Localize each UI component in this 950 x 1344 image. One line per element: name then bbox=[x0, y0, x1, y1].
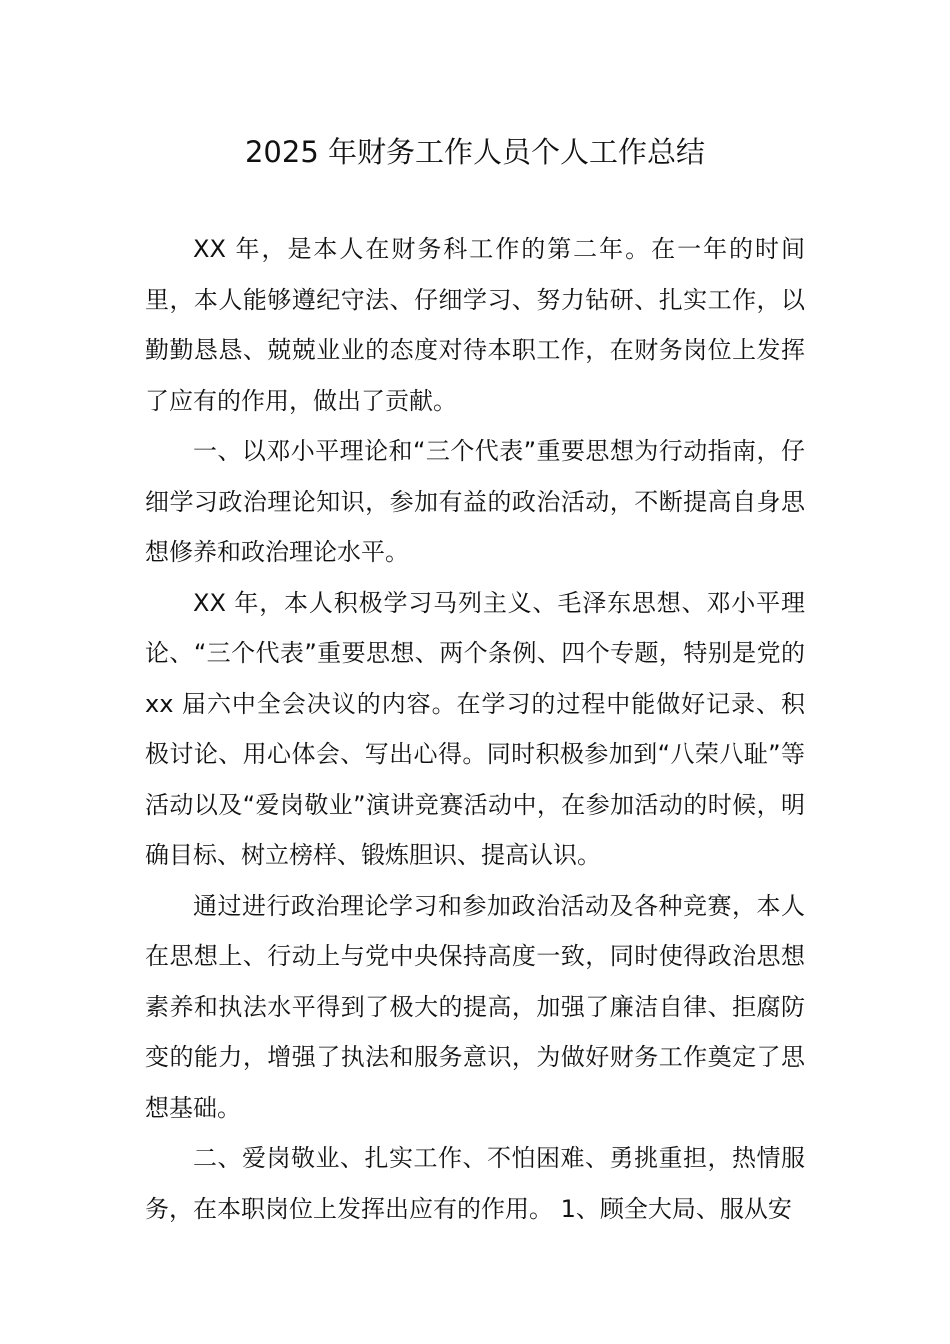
paragraph-section-2-heading: 二、爱岗敬业、扎实工作、不怕困难、勇挑重担，热情服务，在本职岗位上发挥出应有的作用。 1、顾全大局、服从安 bbox=[145, 1144, 805, 1223]
document-body bbox=[145, 224, 805, 1234]
paragraph-intro: XX 年，是本人在财务科工作的第二年。在一年的时间里，本人能够遵纪守法、仔细学习、努力钻研、扎实工作，以勤勤恳恳、兢兢业业的态度对待本职工作，在财务岗位上发挥了应有的作用，做出了贡献。 bbox=[145, 235, 805, 415]
paragraph-section-1-heading: 一、以邓小平理论和“三个代表”重要思想为行动指南，仔细学习政治理论知识，参加有益的政治活动，不断提高自身思想修养和政治理论水平。 bbox=[145, 437, 805, 566]
document-title: 2025 年财务工作人员个人工作总结 bbox=[244, 135, 706, 169]
paragraph-result: 通过进行政治理论学习和参加政治活动及各种竞赛，本人在思想上、行动上与党中央保持高度一致，同时使得政治思想素养和执法水平得到了极大的提高，加强了廉洁自律、拒腐防变的能力，增强了执法和服务意识，为做好财务工作奠定了思想基础。 bbox=[145, 891, 805, 1122]
paragraph-study: XX 年，本人积极学习马列主义、毛泽东思想、邓小平理论、“三个代表”重要思想、两个条例、四个专题，特别是党的 xx 届六中全会决议的内容。在学习的过程中能做好记录、积极讨论、用心体会、写出心得。同时积极参加到“八荣八耻”等活动以及“爱岗敬业”演讲竞赛活动中，在参加活动的时候，明确目标、树立榜样、锻炼胆识、提高认识。 bbox=[145, 588, 805, 869]
